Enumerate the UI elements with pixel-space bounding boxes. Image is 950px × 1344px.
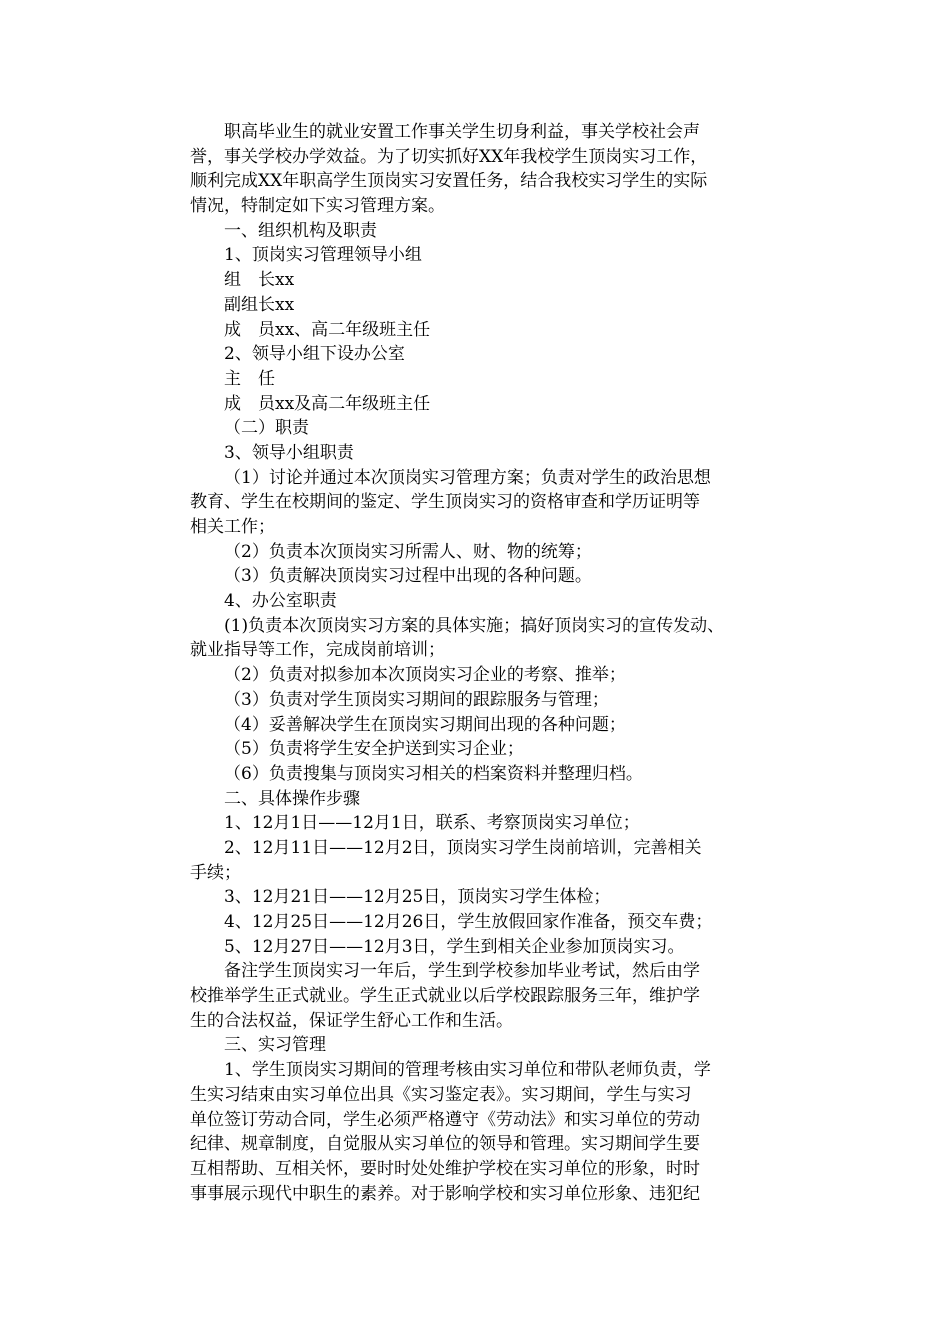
text-line: 5、12月27日——12月3日，学生到相关企业参加顶岗实习。 bbox=[224, 936, 685, 957]
text-line: 1、学生顶岗实习期间的管理考核由实习单位和带队老师负责，学 bbox=[224, 1060, 711, 1081]
text-line: 生实习结束由实习单位出具《实习鉴定表》。实习期间，学生与实习 bbox=[190, 1084, 692, 1105]
text-line: 教育、学生在校期间的鉴定、学生顶岗实习的资格审查和学历证明等 bbox=[190, 492, 700, 513]
text-line: 生的合法权益，保证学生舒心工作和生活。 bbox=[190, 1010, 513, 1031]
text-line: 二、具体操作步骤 bbox=[224, 788, 360, 809]
text-line: 相关工作； bbox=[190, 517, 275, 537]
text-line: 誉，事关学校办学效益。为了切实抓好XX年我校学生顶岗实习工作， bbox=[190, 146, 708, 167]
text-line: 互相帮助、互相关怀，要时时处处维护学校在实习单位的形象，时时 bbox=[190, 1158, 700, 1179]
text-line: 纪律、规章制度，自觉服从实习单位的领导和管理。实习期间学生要 bbox=[190, 1134, 700, 1155]
text-line: 4、办公室职责 bbox=[224, 591, 337, 612]
text-line: 一、组织机构及职责 bbox=[224, 220, 377, 241]
text-line: （3）负责对学生顶岗实习期间的跟踪服务与管理； bbox=[224, 689, 609, 710]
text-line: 校推举学生正式就业。学生正式就业以后学校跟踪服务三年，维护学 bbox=[190, 986, 700, 1007]
text-line: （3）负责解决顶岗实习过程中出现的各种问题。 bbox=[224, 566, 592, 587]
text-line: 1、12月1日——12月1日，联系、考察顶岗实习单位； bbox=[224, 813, 640, 834]
text-line: 情况，特制定如下实习管理方案。 bbox=[190, 196, 445, 217]
text-line: 3、12月21日——12月25日，顶岗实习学生体检； bbox=[224, 887, 611, 908]
text-line: 职高毕业生的就业安置工作事关学生切身利益，事关学校社会声 bbox=[224, 122, 700, 142]
text-line: （1）讨论并通过本次顶岗实习管理方案；负责对学生的政治思想 bbox=[224, 467, 711, 488]
text-line: （4）妥善解决学生在顶岗实习期间出现的各种问题； bbox=[224, 714, 626, 735]
text-line: 事事展示现代中职生的素养。对于影响学校和实习单位形象、违犯纪 bbox=[190, 1183, 700, 1204]
text-line: 2、12月11日——12月2日，顶岗实习学生岗前培训，完善相关 bbox=[224, 837, 702, 858]
text-line: 主 任 bbox=[224, 368, 275, 389]
text-line: 组 长xx bbox=[224, 270, 295, 291]
text-line: （5）负责将学生安全护送到实习企业； bbox=[224, 739, 524, 760]
text-line: 就业指导等工作，完成岗前培训； bbox=[190, 640, 445, 661]
text-line: 4、12月25日——12月26日，学生放假回家作准备，预交车费； bbox=[224, 912, 713, 932]
text-line: 1、顶岗实习管理领导小组 bbox=[224, 245, 422, 266]
text-line: 单位签订劳动合同，学生必须严格遵守《劳动法》和实习单位的劳动 bbox=[190, 1109, 700, 1130]
text-line: 手续； bbox=[190, 862, 241, 883]
text-line: 2、领导小组下设办公室 bbox=[224, 344, 405, 365]
text-line: 顺利完成XX年职高学生顶岗实习安置任务，结合我校实习学生的实际 bbox=[190, 171, 708, 192]
text-line: 成 员xx、高二年级班主任 bbox=[224, 319, 431, 340]
document-body bbox=[190, 120, 770, 1206]
text-line: (1)负责本次顶岗实习方案的具体实施；搞好顶岗实习的宣传发动、 bbox=[224, 615, 725, 636]
text-line: 备注学生顶岗实习一年后，学生到学校参加毕业考试，然后由学 bbox=[224, 961, 700, 982]
text-line: 副组长xx bbox=[224, 294, 295, 315]
text-line: （6）负责搜集与顶岗实习相关的档案资料并整理归档。 bbox=[224, 763, 643, 784]
text-line: （二）职责 bbox=[224, 418, 309, 439]
text-line: 3、领导小组职责 bbox=[224, 442, 354, 463]
text-line: 三、实习管理 bbox=[224, 1035, 326, 1056]
text-line: 成 员xx及高二年级班主任 bbox=[224, 393, 431, 414]
text-line: （2）负责本次顶岗实习所需人、财、物的统筹； bbox=[224, 541, 592, 562]
text-line: （2）负责对拟参加本次顶岗实习企业的考察、推举； bbox=[224, 665, 626, 686]
